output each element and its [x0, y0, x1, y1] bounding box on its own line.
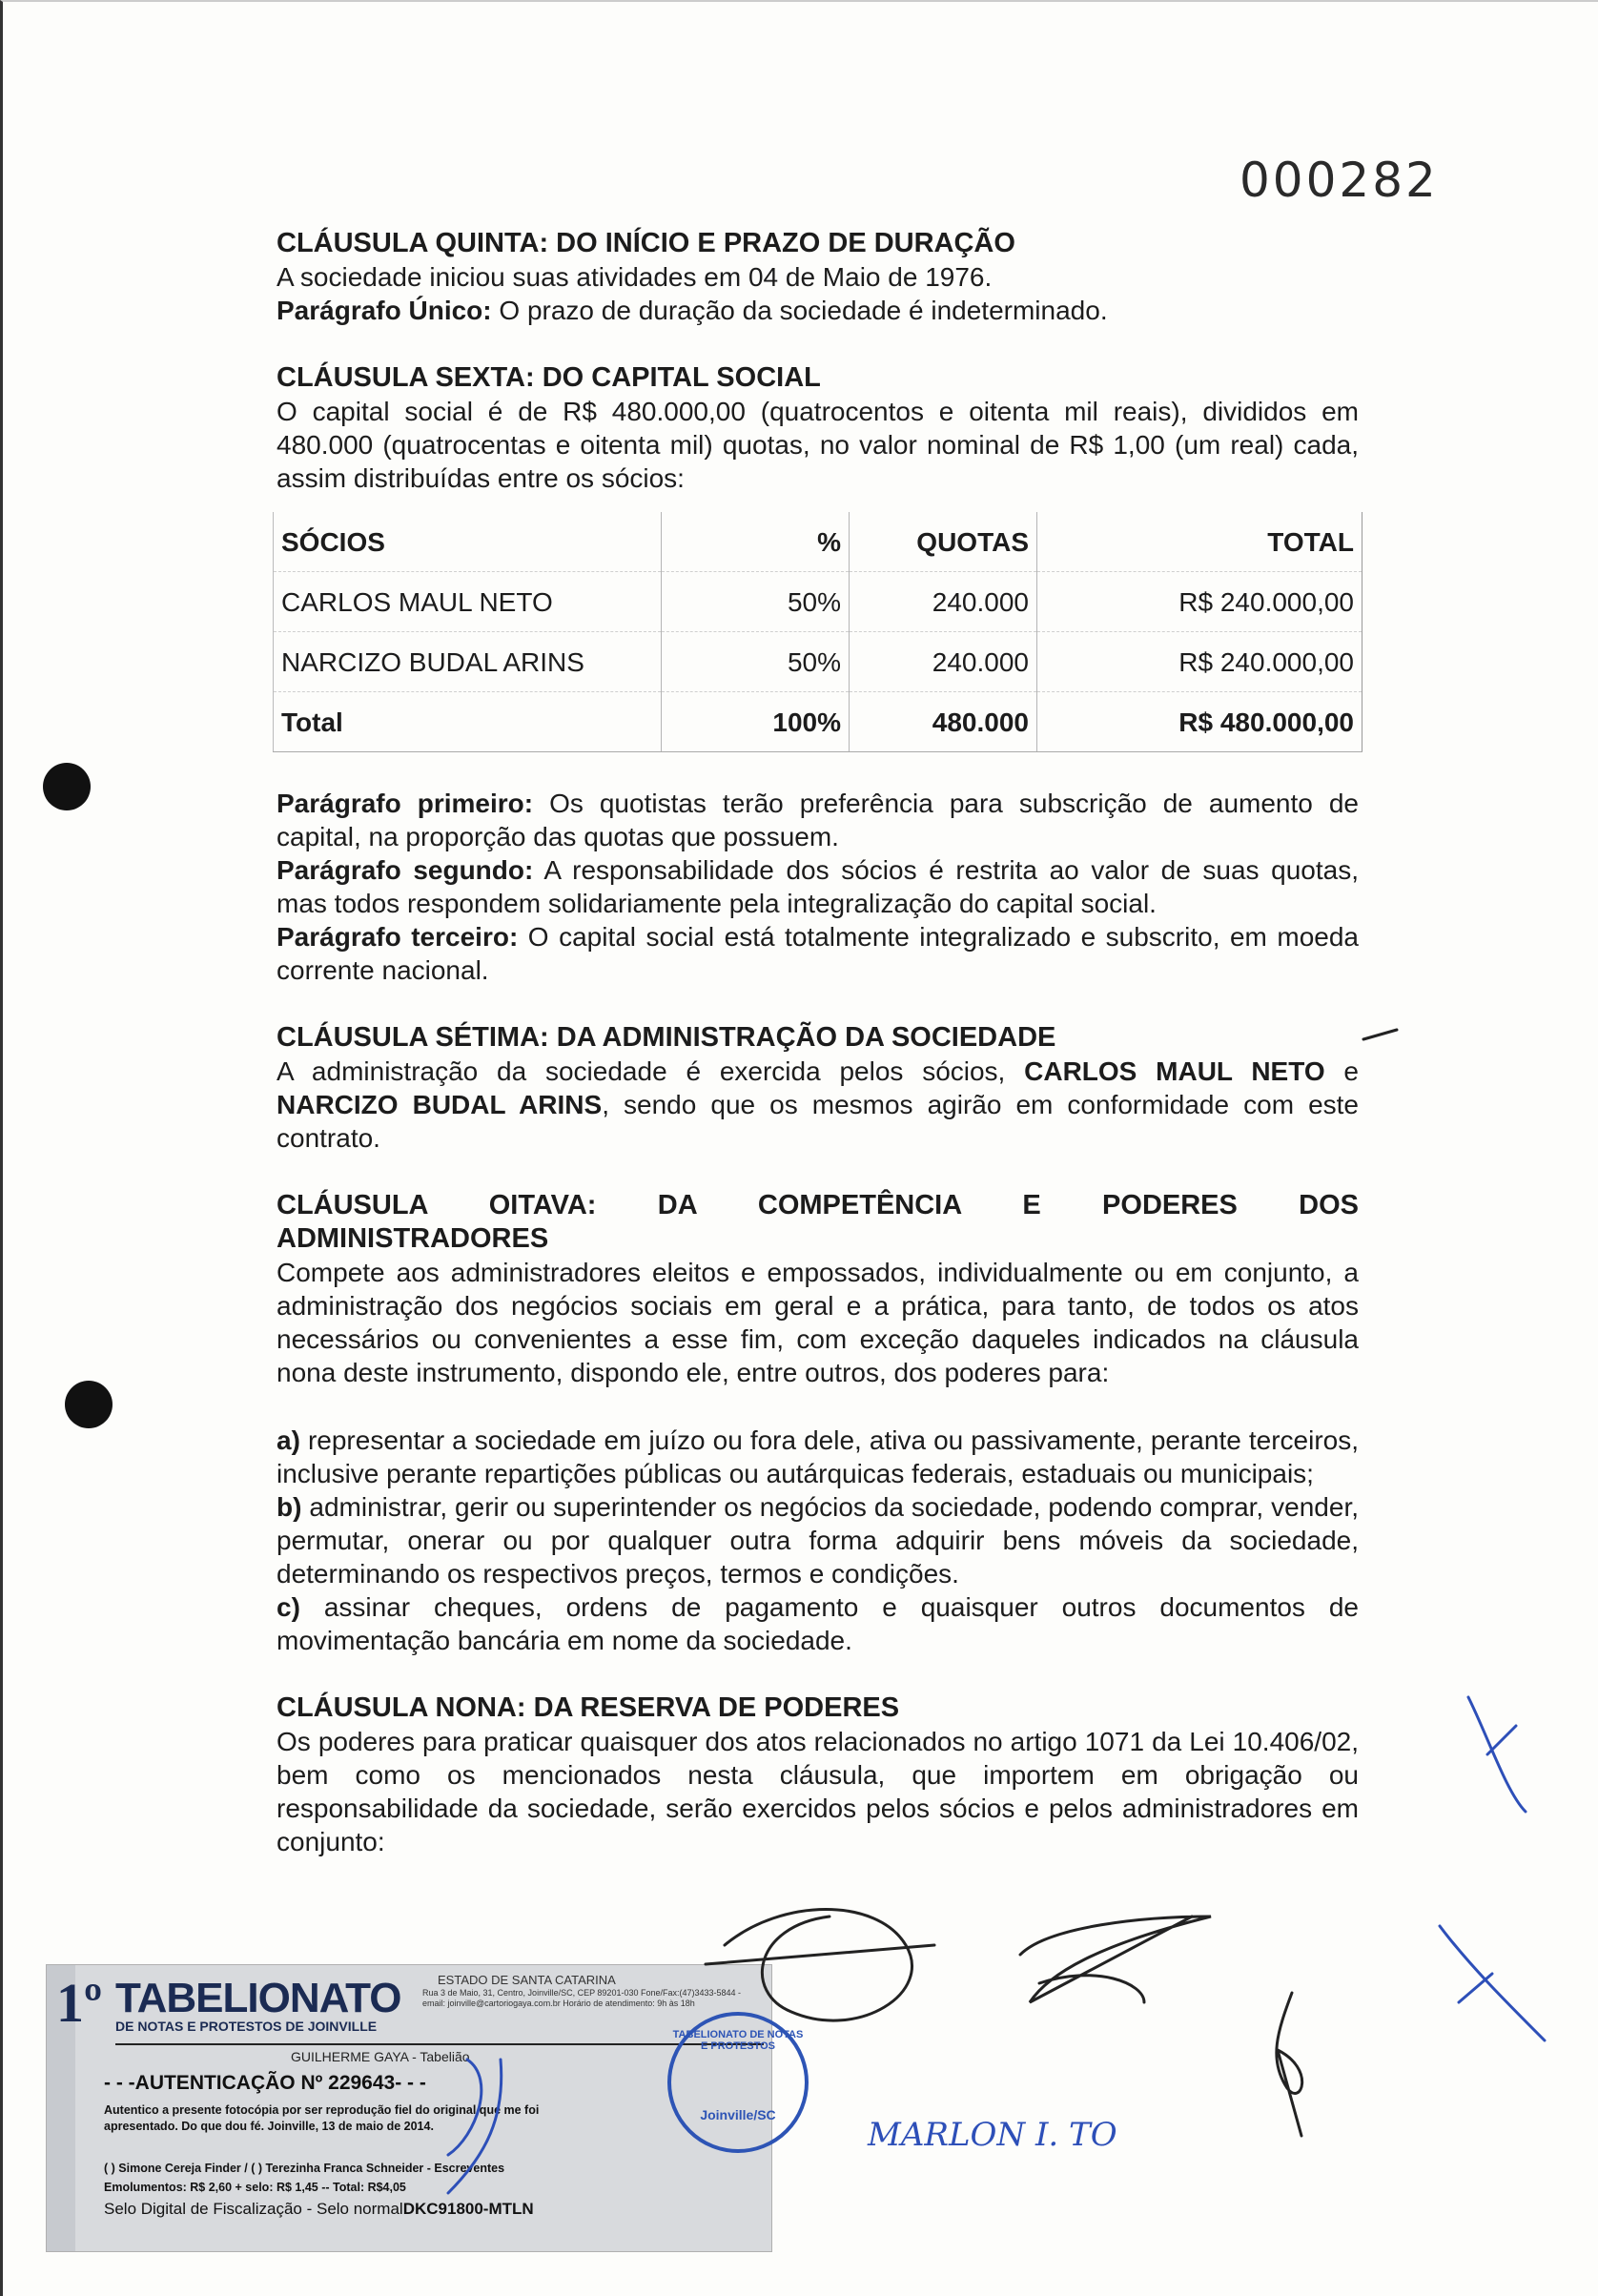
- authentication-text: Autentico a presente fotocópia por ser reprodução fiel do original que me foi apresentado. Do que dou fé. Joinville, 13 de maio de 2014.: [104, 2103, 540, 2133]
- stamp-staff: ( ) Simone Cereja Finder / ( ) Terezinha Franca Schneider - Escreventes: [104, 2162, 505, 2175]
- clausula-setima-title: CLÁUSULA SÉTIMA: DA ADMINISTRAÇÃO DA SOCIEDADE: [277, 1022, 1056, 1053]
- socio-name: NARCIZO BUDAL ARINS: [277, 1090, 603, 1119]
- initial-mark: [1277, 1993, 1302, 2136]
- socio-name: CARLOS MAUL NETO: [1024, 1056, 1325, 1086]
- paragrafo-label: Parágrafo Único:: [277, 296, 492, 325]
- socio-percent: 50%: [662, 632, 850, 692]
- paragrafo-text: Os quotistas terão preferência para subscrição de aumento de capital, na proporção das quotas que possuem.: [277, 789, 1359, 851]
- paragrafo-text: A responsabilidade dos sócios é restrita ao valor de suas quotas, mas todos respondem solidariamente pela integralização do capital social.: [277, 855, 1360, 918]
- socio-name: NARCIZO BUDAL ARINS: [274, 632, 662, 692]
- socio-quotas: 240.000: [850, 572, 1037, 632]
- total-percent: 100%: [662, 692, 850, 752]
- signature-carlos: [706, 1910, 934, 2021]
- item-text: assinar cheques, ordens de pagamento e quaisquer outros documentos de movimentação bancária em nome da sociedade.: [277, 1592, 1359, 1655]
- total-value: R$ 480.000,00: [1037, 692, 1362, 752]
- clausula-oitava-text: Compete aos administradores eleitos e empossados, individualmente ou em conjunto, a administração dos negócios sociais em geral e a prática, para tanto, de todos os atos necessários ou convenientes a esse fim, com exceção daqueles indicados na cláusula nona deste instrumento, dispondo ele, entre outros, dos poderes para:: [277, 1258, 1359, 1387]
- clausula-nona-text: Os poderes para praticar quaisquer dos atos relacionados no artigo 1071 da Lei 10.406/02, bem como os mencionados nesta cláusula, que importem em obrigação ou responsabilidade da sociedade, serão exercidos pelos sócios e pelos administradores em conjunto:: [277, 1727, 1359, 1856]
- socio-total: R$ 240.000,00: [1037, 632, 1362, 692]
- handwritten-initials: MARLON I. TO: [868, 2116, 1117, 2154]
- seal-text: TABELIONATO DE NOTAS E PROTESTOS: [672, 2029, 804, 2052]
- paragrafo-label: Parágrafo segundo:: [277, 855, 534, 885]
- paragrafo-label: Parágrafo terceiro:: [277, 922, 519, 952]
- clausula-quinta-title: CLÁUSULA QUINTA: DO INÍCIO E PRAZO DE DURAÇÃO: [277, 228, 1015, 258]
- seal-city: Joinville/SC: [700, 2107, 776, 2122]
- clausula-nona-title: CLÁUSULA NONA: DA RESERVA DE PODERES: [277, 1692, 900, 1723]
- blue-mark: [1468, 1697, 1526, 1812]
- total-label: Total: [274, 692, 662, 752]
- check-mark: [1363, 1030, 1397, 1039]
- socio-total: R$ 240.000,00: [1037, 572, 1362, 632]
- selo-code: DKC91800-MTLN: [402, 2200, 534, 2218]
- stamp-state: ESTADO DE SANTA CATARINA: [438, 1973, 616, 1987]
- tabelionato-logo-name: TABELIONATO: [115, 1975, 401, 2021]
- header-socios: SÓCIOS: [274, 512, 662, 572]
- blue-mark: [448, 2060, 502, 2193]
- text-segment: A administração da sociedade é exercida pelos sócios,: [277, 1056, 1025, 1086]
- tabelionato-logo-number: 1º: [56, 1972, 103, 2034]
- tabelionato-subtitle: DE NOTAS E PROTESTOS DE JOINVILLE: [115, 2019, 378, 2034]
- text-segment: , sendo que os mesmos agirão em conformidade com este contrato.: [277, 1090, 1359, 1153]
- socio-name: CARLOS MAUL NETO: [274, 572, 662, 632]
- selo-label: Selo Digital de Fiscalização - Selo normal: [104, 2200, 403, 2218]
- item-label: c): [277, 1592, 300, 1622]
- total-quotas: 480.000: [850, 692, 1037, 752]
- signature-narcizo: [1020, 1917, 1211, 2002]
- blue-mark: [1440, 1926, 1545, 2040]
- paragrafo-text: O capital social está totalmente integralizado e subscrito, em moeda corrente nacional.: [277, 922, 1360, 985]
- document-number: 000282: [1239, 153, 1439, 208]
- header-quotas: QUOTAS: [850, 512, 1037, 572]
- header-total: TOTAL: [1037, 512, 1362, 572]
- item-text: representar a sociedade em juízo ou fora dele, ativa ou passivamente, perante terceiros, inclusive perante repartições públicas ou autárquicas federais, estaduais ou municipais;: [277, 1425, 1359, 1488]
- text-segment: e: [1324, 1056, 1359, 1086]
- paragrafo-text: O prazo de duração da sociedade é indeterminado.: [491, 296, 1108, 325]
- clausula-sexta-text: O capital social é de R$ 480.000,00 (quatrocentos e oitenta mil reais), divididos em 480.000 (quatrocentas e oitenta mil) quotas, no valor nominal de R$ 1,00 (um real) cada, assim distribuídas entre os sócios:: [277, 397, 1359, 493]
- stamp-address: Rua 3 de Maio, 31, Centro, Joinville/SC, CEP 89201-030 Fone/Fax:(47)3433-5844 - email: joinville@cartoriogaya.com.br Horário de atendimento: 9h às 18h: [422, 1988, 742, 2008]
- socio-quotas: 240.000: [850, 632, 1037, 692]
- item-label: b): [277, 1492, 302, 1522]
- stamp-fees: Emolumentos: R$ 2,60 + selo: R$ 1,45 -- Total: R$4,05: [104, 2181, 406, 2194]
- item-text: administrar, gerir ou superintender os negócios da sociedade, podendo comprar, vender, permutar, onerar ou por qualquer outra forma adquirir bens móveis da sociedade, determinando os respectivos preços, termos e condições.: [277, 1492, 1359, 1589]
- authentication-number: - - -AUTENTICAÇÃO Nº 229643- - -: [104, 2072, 426, 2094]
- stamp-tabeliao: GUILHERME GAYA - Tabelião: [285, 2049, 476, 2064]
- item-label: a): [277, 1425, 300, 1455]
- paragrafo-label: Parágrafo primeiro:: [277, 789, 534, 818]
- clausula-oitava-title: CLÁUSULA OITAVA: DA COMPETÊNCIA E PODERES DOS ADMINISTRADORES: [277, 1190, 1359, 1254]
- clausula-quinta-text: A sociedade iniciou suas atividades em 04 de Maio de 1976.: [277, 262, 993, 292]
- clausula-sexta-title: CLÁUSULA SEXTA: DO CAPITAL SOCIAL: [277, 362, 821, 393]
- socio-percent: 50%: [662, 572, 850, 632]
- header-percent: %: [662, 512, 850, 572]
